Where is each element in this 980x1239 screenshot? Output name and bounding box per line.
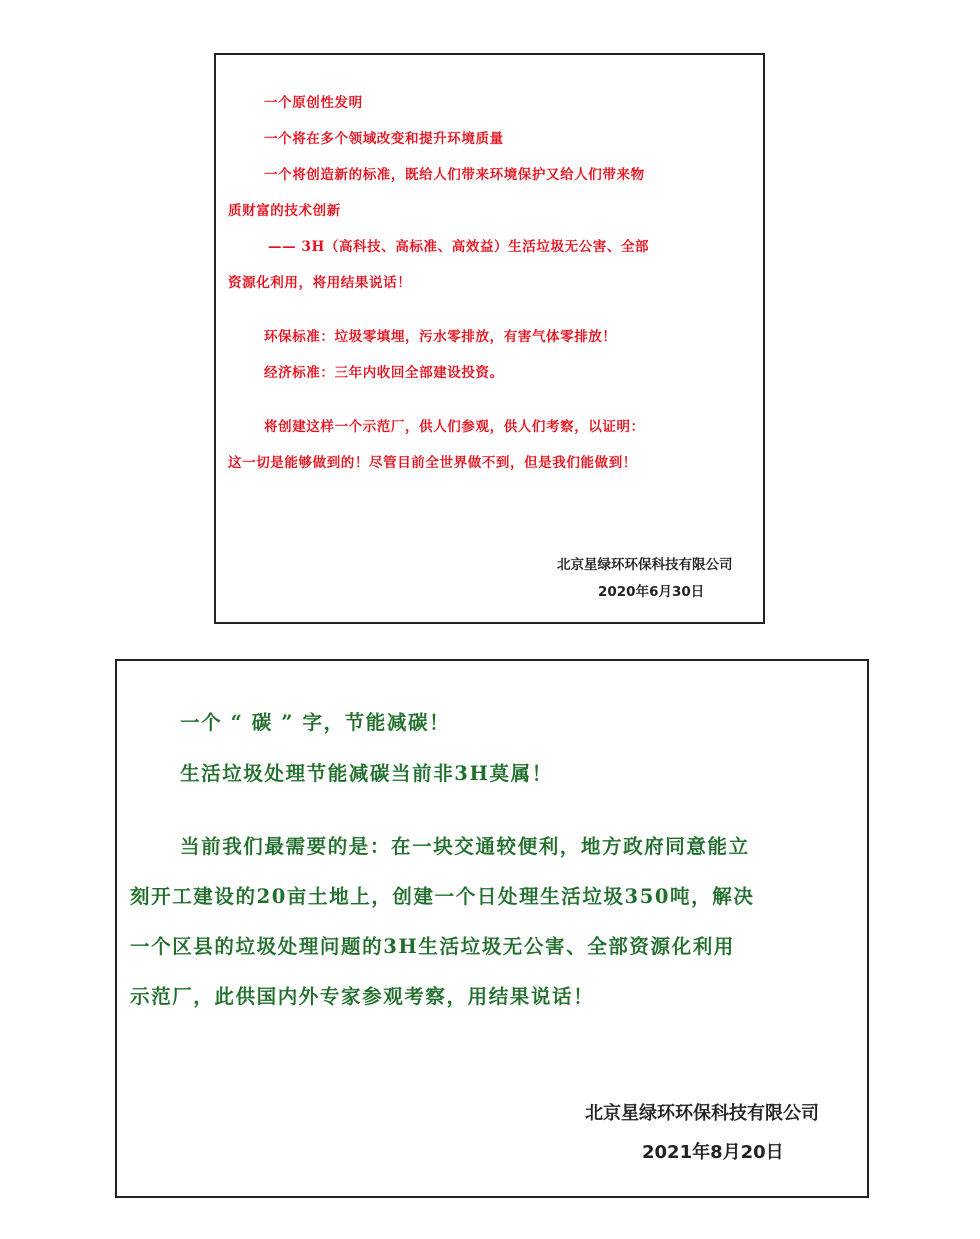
notice-2020-line-1: 一个原创性发明 [264, 95, 363, 111]
notice-2021-line-6: 示范厂，此供国内外专家参观考察，用结果说话！ [130, 985, 595, 1008]
notice-2021-date: 2021年8月20日 [642, 1142, 784, 1163]
notice-2021-line-2: 生活垃圾处理节能减碳当前非3H莫属！ [180, 762, 553, 785]
notice-2020-line-4: 质财富的技术创新 [228, 203, 341, 219]
notice-2021-company: 北京星绿环环保科技有限公司 [585, 1103, 819, 1124]
notice-2021-line-4: 刻开工建设的20亩土地上，创建一个日处理生活垃圾350吨，解决 [130, 885, 755, 908]
notice-2020-line-7: 环保标准：垃圾零填埋，污水零排放，有害气体零排放！ [264, 329, 617, 345]
notice-2020-line-2: 一个将在多个领域改变和提升环境质量 [264, 131, 504, 147]
notice-2020-line-5: —— 3H（高科技、高标准、高效益）生活垃圾无公害、全部 [268, 239, 650, 255]
notice-2020-line-9: 将创建这样一个示范厂，供人们参观，供人们考察，以证明： [264, 419, 645, 435]
notice-2020-date: 2020年6月30日 [598, 584, 705, 600]
notice-2020-company: 北京星绿环环保科技有限公司 [557, 557, 733, 573]
notice-2021-line-5: 一个区县的垃圾处理问题的3H生活垃圾无公害、全部资源化利用 [130, 935, 735, 958]
notice-2021-box [115, 659, 869, 1198]
notice-2021-line-1: 一个 “ 碳 ” 字，节能减碳！ [180, 711, 451, 734]
notice-2020-line-8: 经济标准：三年内收回全部建设投资。 [264, 365, 504, 381]
notice-2020-line-3: 一个将创造新的标准，既给人们带来环境保护又给人们带来物 [264, 167, 645, 183]
notice-2020-box [214, 53, 765, 624]
notice-2020-line-6: 资源化利用，将用结果说话！ [228, 275, 412, 291]
notice-2020-line-10: 这一切是能够做到的！尽管目前全世界做不到，但是我们能做到！ [228, 455, 637, 471]
notice-2021-line-3: 当前我们最需要的是：在一块交通较便利，地方政府同意能立 [180, 835, 750, 858]
